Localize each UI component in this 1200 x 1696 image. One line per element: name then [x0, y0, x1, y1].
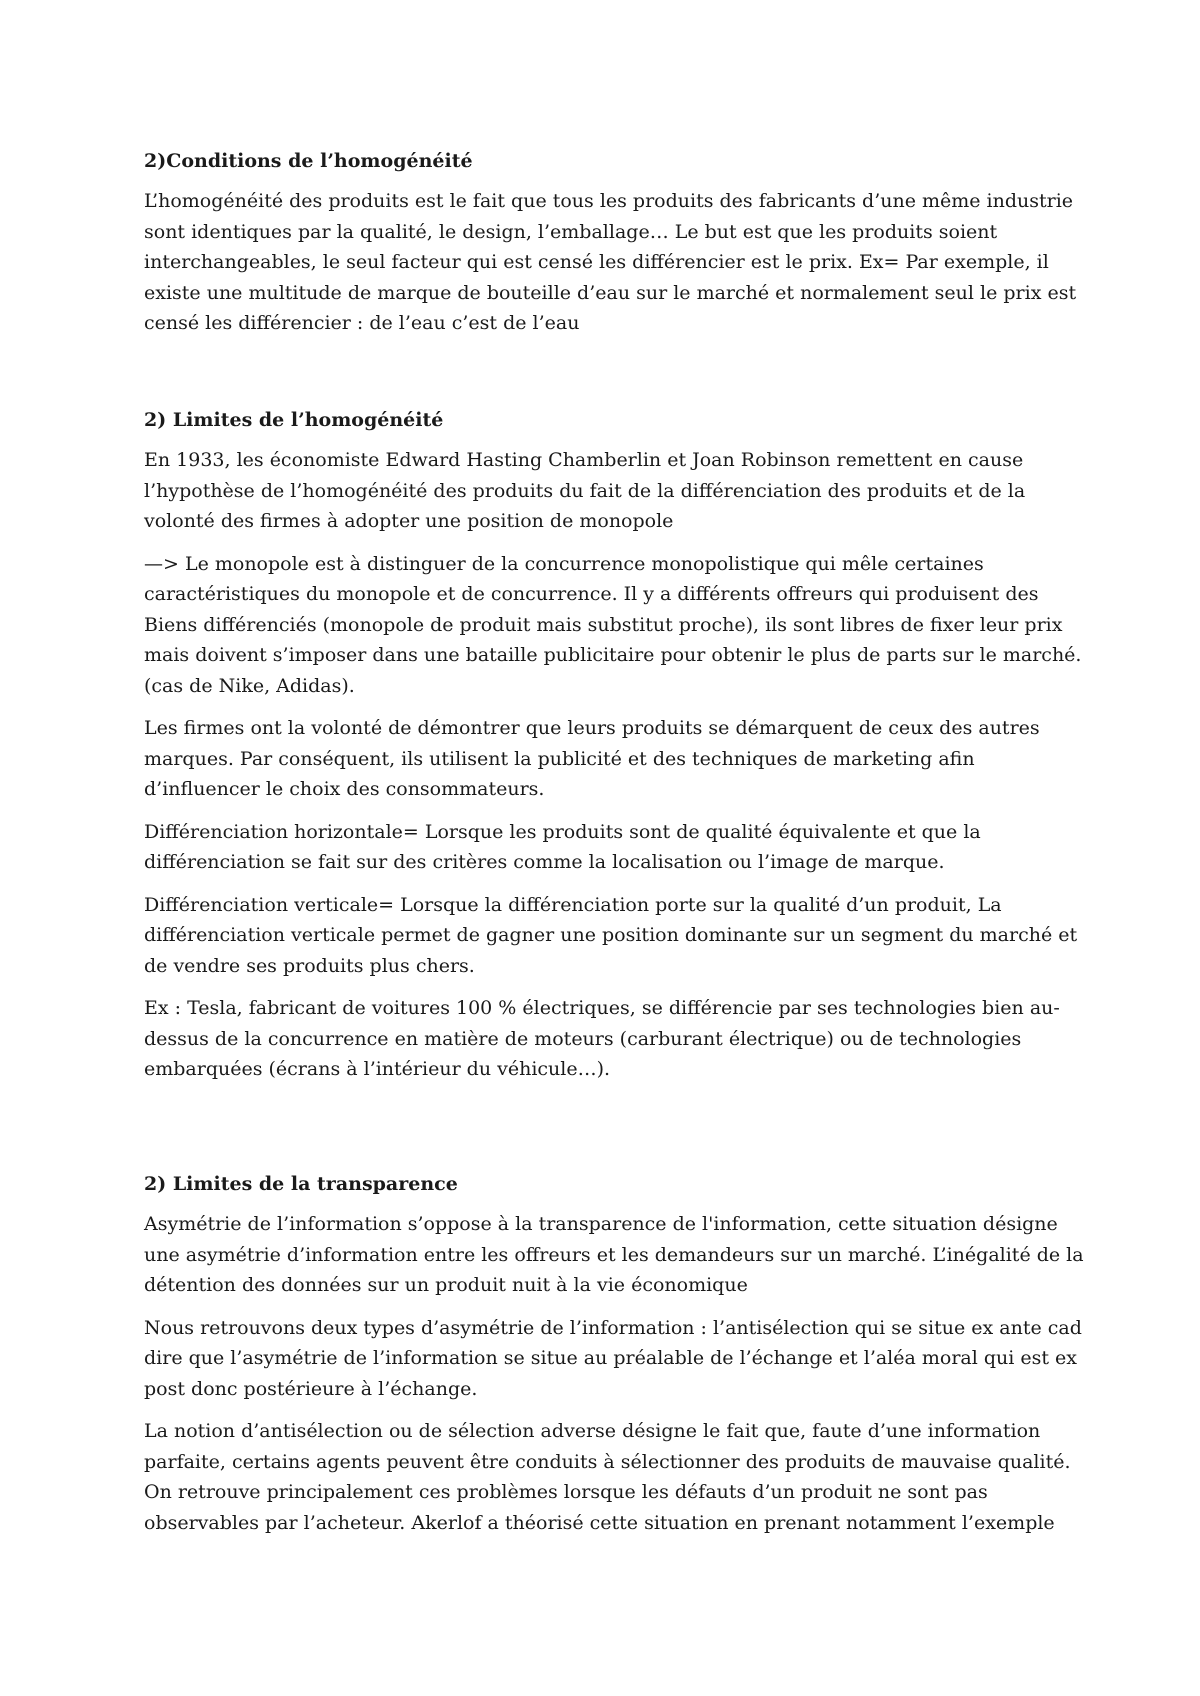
paragraph: La notion d’antisélection ou de sélection adverse désigne le fait que, faute d’une information parfaite, certains agents peuvent être conduits à sélectionner des produits de mauvaise qualité. On retrouve principalement ces problèmes lorsque les défauts d’un produit ne sont pas observables par l’acheteur. Akerlof a théorisé cette situation en prenant notamment l’exemple [144, 1420, 1071, 1534]
paragraph: Différenciation horizontale= Lorsque les produits sont de qualité équivalente et que la différenciation se fait sur des critères comme la localisation ou l’image de marque. [144, 820, 981, 873]
section-limites-transparence [144, 1171, 1084, 1550]
section-conditions-homogeneite [144, 148, 1084, 351]
paragraph: Différenciation verticale= Lorsque la différenciation porte sur la qualité d’un produit, La différenciation verticale permet de gagner une position dominante sur un segment du marché et de vendre ses produits plus chers. [144, 893, 1078, 977]
paragraph: Nous retrouvons deux types d’asymétrie de l’information : l’antisélection qui se situe ex ante cad dire que l’asymétrie de l’information se situe au préalable de l’échange et l’aléa moral qui est ex post donc postérieure à l’échange. [144, 1316, 1082, 1400]
section-heading: 2) Limites de l’homogénéité [144, 409, 444, 431]
paragraph: Ex : Tesla, fabricant de voitures 100 % électriques, se différencie par ses technologies bien au-dessus de la concurrence en matière de moteurs (carburant électrique) ou de technologies embarquées (écrans à l’intérieur du véhicule…). [144, 997, 1060, 1080]
paragraph: Les firmes ont la volonté de démontrer que leurs produits se démarquent de ceux des autres marques. Par conséquent, ils utilisent la publicité et des techniques de marketing afin d’influencer le choix des consommateurs. [144, 717, 1040, 800]
paragraph: Asymétrie de l’information s’oppose à la transparence de l'information, cette situation désigne une asymétrie d’information entre les offreurs et les demandeurs sur un marché. L’inégalité de la détention des données sur un produit nuit à la vie économique [144, 1213, 1084, 1296]
paragraph: —> Le monopole est à distinguer de la concurrence monopolistique qui mêle certaines caractéristiques du monopole et de concurrence. Il y a différents offreurs qui produisent des Biens différenciés (monopole de produit mais substitut proche), ils sont libres de fixer leur prix mais doivent s’imposer dans une bataille publicitaire pour obtenir le plus de parts sur le marché. (cas de Nike, Adidas). [144, 552, 1082, 697]
section-limites-homogeneite [144, 407, 1084, 1097]
paragraph: En 1933, les économiste Edward Hasting Chamberlin et Joan Robinson remettent en cause l’hypothèse de l’homogénéité des produits du fait de la différenciation des produits et de la volonté des firmes à adopter une position de monopole [144, 449, 1026, 532]
section-heading: 2) Limites de la transparence [144, 1173, 458, 1195]
section-heading: 2)Conditions de l’homogénéité [144, 150, 473, 172]
paragraph: L’homogénéité des produits est le fait que tous les produits des fabricants d’une même industrie sont identiques par la qualité, le design, l’emballage… Le but est que les produits soient interchangeables, le seul facteur qui est censé les différencier est le prix. Ex= Par exemple, il existe une multitude de marque de bouteille d’eau sur le marché et normalement seul le prix est censé les différencier : de l’eau c’est de l’eau [144, 190, 1077, 334]
